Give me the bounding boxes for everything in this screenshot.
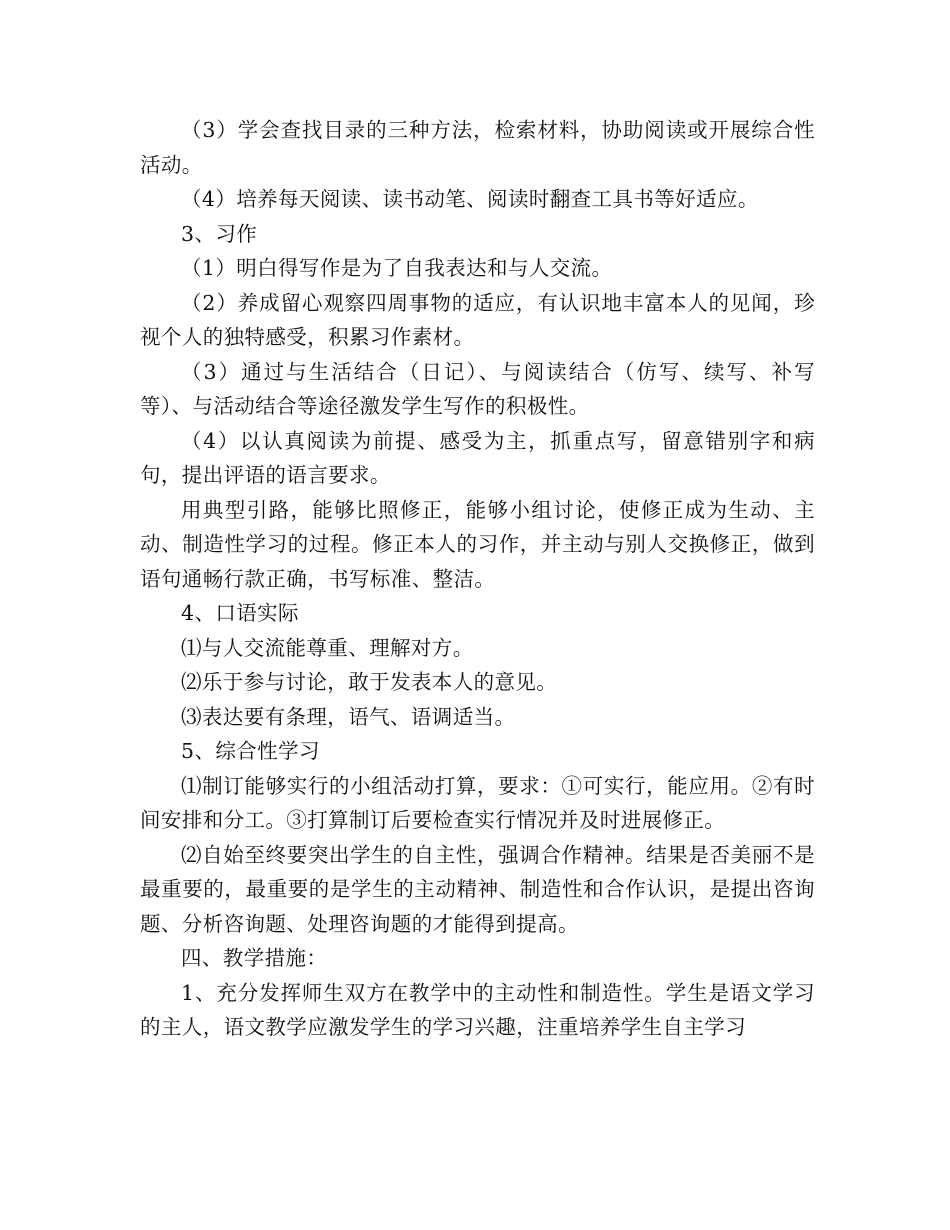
paragraph-measures-1: 1、充分发挥师生双方在教学中的主动性和制造性。学生是语文学习的主人，语文教学应激发学生的学习兴趣，注重培养学生自主学习 [140, 980, 815, 1039]
paragraph-revision: 用典型引路，能够比照修正，能够小组讨论，使修正成为生动、主动、制造性学习的过程。修正本人的习作，并主动与别人交换修正，做到语句通畅行款正确，书写标准、整洁。 [140, 497, 815, 591]
paragraph-oral-1: ⑴与人交流能尊重、理解对方。 [181, 635, 474, 660]
paragraph-reading-3: （3）学会查找目录的三种方法，检索材料，协助阅读或开展综合性活动。 [140, 118, 815, 177]
document-body [140, 113, 815, 1045]
paragraph-writing-3: （3）通过与生活结合（日记）、与阅读结合（仿写、续写、补写等）、与活动结合等途径激发学生写作的积极性。 [140, 359, 815, 418]
paragraph-oral-3: ⑶表达要有条理，语气、语调适当。 [181, 704, 516, 729]
paragraph-comprehensive-1: ⑴制订能够实行的小组活动打算，要求：①可实行，能应用。②有时间安排和分工。③打算制订后要检查实行情况并及时进展修正。 [140, 773, 815, 832]
paragraph-reading-4: （4）培养每天阅读、读书动笔、阅读时翻查工具书等好适应。 [181, 187, 759, 211]
section-heading-teaching-measures: 四、教学措施： [181, 946, 328, 970]
paragraph-comprehensive-2: ⑵自始至终要突出学生的自主性，强调合作精神。结果是否美丽不是最重要的，最重要的是学生的主动精神、制造性和合作认识，是提出咨询题、分析咨询题、处理咨询题的才能得到提高。 [140, 842, 815, 936]
paragraph-writing-4: （4）以认真阅读为前提、感受为主，抓重点写，留意错别字和病句，提出评语的语言要求。 [140, 428, 815, 487]
paragraph-writing-1: （1）明白得写作是为了自我表达和与人交流。 [181, 256, 613, 280]
paragraph-oral-2: ⑵乐于参与讨论，敢于发表本人的意见。 [181, 670, 558, 694]
paragraph-writing-2: （2）养成留心观察四周事物的适应，有认识地丰富本人的见闻，珍视个人的独特感受，积累习作素材。 [140, 290, 815, 349]
section-heading-writing: 3、习作 [181, 221, 258, 246]
section-heading-comprehensive: 5、综合性学习 [181, 739, 320, 763]
section-heading-oral: 4、口语实际 [181, 601, 299, 625]
